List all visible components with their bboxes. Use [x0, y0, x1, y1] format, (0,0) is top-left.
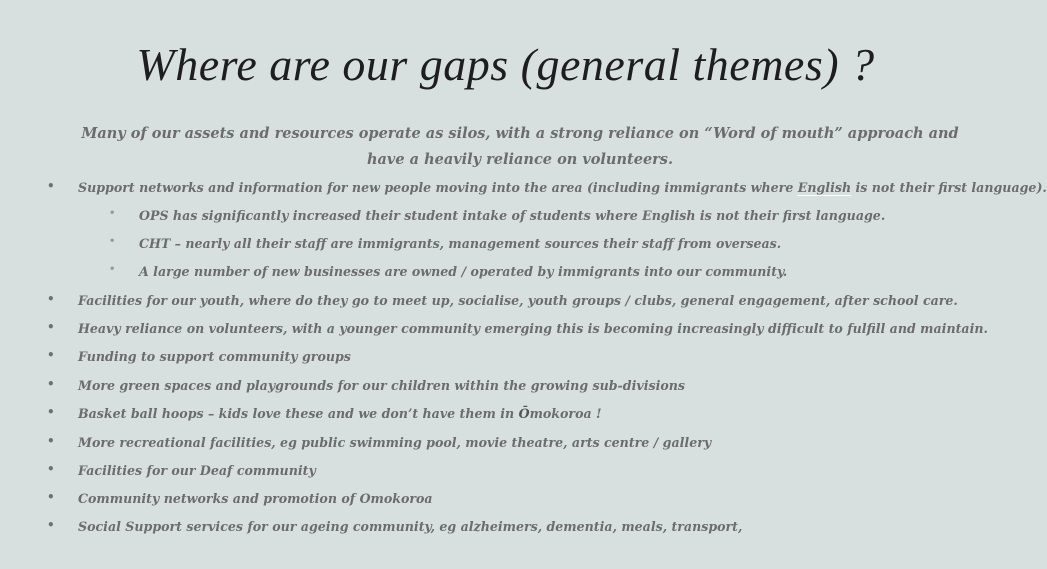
- list-item-funding: Funding to support community groups: [78, 349, 351, 364]
- bullet-icon: •: [47, 377, 55, 391]
- bullet-icon: •: [47, 292, 55, 306]
- list-item-networks: Community networks and promotion of Omokoroa: [78, 491, 433, 506]
- sub-list-item: CHT – nearly all their staff are immigrants, management sources their staff from overseas.: [139, 236, 782, 251]
- bullet-icon: •: [47, 490, 55, 504]
- list-item-text: Support networks and information for new people moving into the area (including immigrants where: [78, 180, 798, 195]
- bullet-icon: •: [47, 462, 55, 476]
- intro-text: Many of our assets and resources operate as silos, with a strong reliance on “Word of mouth” approach and have a heavily reliance on volunteers.: [81, 125, 959, 168]
- slide-title: Where are our gaps (general themes) ?: [136, 39, 875, 90]
- sub-bullet-icon: •: [109, 236, 116, 247]
- list-item-basketball: [78, 405, 602, 423]
- list-item-text: Basket ball hoops – kids love these and we don’t have them in: [78, 406, 519, 421]
- sub-bullet-icon: •: [109, 264, 116, 275]
- bullet-icon: •: [47, 518, 55, 532]
- bullet-icon: •: [47, 405, 55, 419]
- list-item-recreational: More recreational facilities, eg public swimming pool, movie theatre, arts centre / gallery: [78, 435, 712, 450]
- bullet-icon: •: [47, 434, 55, 448]
- sub-list-item: A large number of new businesses are owned / operated by immigrants into our community.: [139, 264, 788, 279]
- bullet-icon: •: [47, 179, 55, 193]
- bullet-icon: •: [47, 348, 55, 362]
- list-item-special-char: Ō: [518, 406, 530, 421]
- list-item-deaf: Facilities for our Deaf community: [78, 463, 316, 478]
- list-item-underlined-word: English: [797, 180, 852, 195]
- sub-list-item: OPS has significantly increased their student intake of students where English is not their first language.: [139, 208, 886, 223]
- list-item-text: mokoroa !: [529, 406, 602, 421]
- list-item-facilities-youth: Facilities for our youth, where do they go to meet up, socialise, youth groups / clubs, general engagement, after school care.: [78, 293, 958, 308]
- list-item-support-networks: [78, 179, 1047, 197]
- sub-bullet-icon: •: [109, 208, 116, 219]
- list-item-text: is not their first language).: [851, 180, 1047, 195]
- list-item-green-spaces: More green spaces and playgrounds for our children within the growing sub-divisions: [78, 378, 685, 393]
- list-item-social-support: Social Support services for our ageing community, eg alzheimers, dementia, meals, transport,: [78, 519, 743, 534]
- bullet-icon: •: [47, 320, 55, 334]
- list-item-volunteers: Heavy reliance on volunteers, with a younger community emerging this is becoming increasingly difficult to fulfill and maintain.: [78, 321, 988, 336]
